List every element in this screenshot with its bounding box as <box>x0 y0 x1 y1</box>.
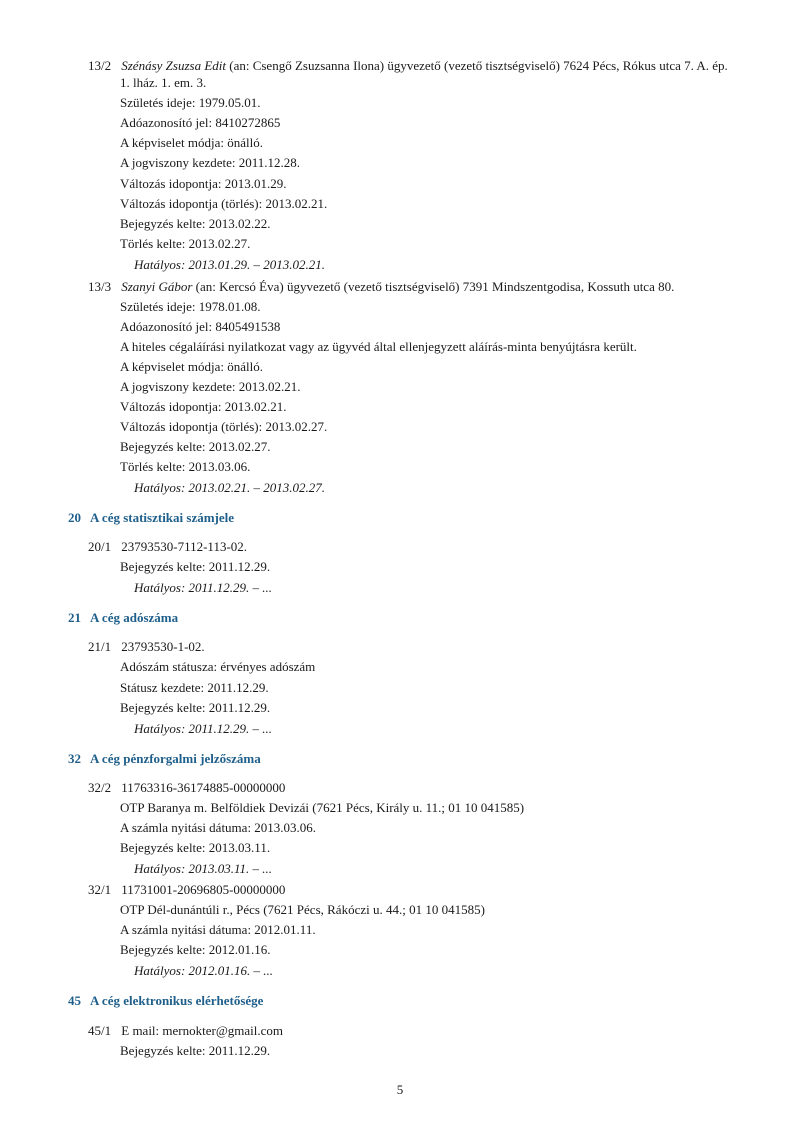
detail-line: Bejegyzés kelte: 2013.02.22. <box>120 216 271 231</box>
detail-line: A képviselet módja: önálló. <box>120 359 263 374</box>
detail-line: Változás idopontja (törlés): 2013.02.27. <box>120 419 328 434</box>
detail-line: Változás idopontja (törlés): 2013.02.21. <box>120 196 328 211</box>
validity-line: Hatályos: 2012.01.16. – ... <box>134 963 274 978</box>
section-title: A cég adószáma <box>90 610 179 625</box>
entry-32-1-header <box>88 881 768 898</box>
page-number: 5 <box>396 1082 404 1097</box>
section-title: A cég elektronikus elérhetősége <box>90 993 264 1008</box>
person-name: Szanyi Gábor <box>121 279 193 294</box>
section-title: A cég statisztikai számjele <box>90 510 235 525</box>
entry-details: 23793530-7112-113-02. <box>121 539 248 554</box>
section-number: 32 <box>68 751 81 766</box>
section-number: 20 <box>68 510 81 525</box>
detail-line: A jogviszony kezdete: 2011.12.28. <box>120 155 301 170</box>
entry-13-3-header <box>88 278 768 295</box>
detail-line: OTP Baranya m. Belföldiek Devizái (7621 Pécs, Király u. 11.; 01 10 041585) <box>120 800 525 815</box>
detail-line: Adóazonosító jel: 8405491538 <box>120 319 281 334</box>
detail-line: Bejegyzés kelte: 2011.12.29. <box>120 1043 271 1058</box>
section-number: 45 <box>68 993 81 1008</box>
detail-line: OTP Dél-dunántúli r., Pécs (7621 Pécs, Rákóczi u. 44.; 01 10 041585) <box>120 902 485 917</box>
detail-line: Adóazonosító jel: 8410272865 <box>120 115 281 130</box>
entry-number: 32/2 <box>88 780 112 795</box>
detail-line: Bejegyzés kelte: 2011.12.29. <box>120 559 271 574</box>
detail-line: Bejegyzés kelte: 2013.03.11. <box>120 840 271 855</box>
entry-number: 13/3 <box>88 279 112 294</box>
entry-number: 45/1 <box>88 1023 112 1038</box>
entry-details: 11763316-36174885-00000000 <box>121 780 286 795</box>
entry-45-1-header <box>88 1022 768 1039</box>
entry-details: 11731001-20696805-00000000 <box>121 882 286 897</box>
section-title: A cég pénzforgalmi jelzőszáma <box>90 751 261 766</box>
validity-line: Hatályos: 2013.03.11. – ... <box>134 861 273 876</box>
entry-details: E mail: mernokter@gmail.com <box>121 1023 284 1038</box>
person-name: Szénásy Zsuzsa Edit <box>121 58 226 73</box>
entry-21-1-header <box>88 638 768 655</box>
entry-number: 21/1 <box>88 639 112 654</box>
detail-line: A számla nyitási dátuma: 2012.01.11. <box>120 922 316 937</box>
section-number: 21 <box>68 610 81 625</box>
detail-line: Törlés kelte: 2013.03.06. <box>120 459 251 474</box>
entry-13-2-header <box>88 57 768 74</box>
entry-details: (an: Csengő Zsuzsanna Ilona) ügyvezető (vezető tisztségviselő) 7624 Pécs, Rókus utca 7. A. ép. <box>229 58 728 73</box>
entry-number: 20/1 <box>88 539 112 554</box>
validity-line: Hatályos: 2013.01.29. – 2013.02.21. <box>134 257 326 272</box>
detail-line: Bejegyzés kelte: 2011.12.29. <box>120 700 271 715</box>
detail-line: A képviselet módja: önálló. <box>120 135 263 150</box>
detail-line: Státusz kezdete: 2011.12.29. <box>120 680 269 695</box>
section-21-heading <box>68 609 178 626</box>
detail-line: A jogviszony kezdete: 2013.02.21. <box>120 379 301 394</box>
entry-number: 13/2 <box>88 58 112 73</box>
detail-line: Bejegyzés kelte: 2013.02.27. <box>120 439 271 454</box>
detail-line: A hiteles cégaláírási nyilatkozat vagy az ügyvéd által ellenjegyzett aláírás-minta benyújtásra került. <box>120 339 637 354</box>
detail-line: Születés ideje: 1978.01.08. <box>120 299 261 314</box>
entry-32-2-header <box>88 779 768 796</box>
section-45-heading <box>68 992 263 1009</box>
validity-line: Hatályos: 2013.02.21. – 2013.02.27. <box>134 480 326 495</box>
section-32-heading <box>68 750 261 767</box>
entry-20-1-header <box>88 538 768 555</box>
detail-line: Születés ideje: 1979.05.01. <box>120 95 261 110</box>
entry-number: 32/1 <box>88 882 112 897</box>
detail-line: Törlés kelte: 2013.02.27. <box>120 236 251 251</box>
entry-details: 23793530-1-02. <box>121 639 205 654</box>
validity-line: Hatályos: 2011.12.29. – ... <box>134 721 273 736</box>
section-20-heading <box>68 509 234 526</box>
detail-line: Változás idopontja: 2013.01.29. <box>120 176 287 191</box>
validity-line: Hatályos: 2011.12.29. – ... <box>134 580 273 595</box>
detail-line: Változás idopontja: 2013.02.21. <box>120 399 287 414</box>
detail-line: Bejegyzés kelte: 2012.01.16. <box>120 942 271 957</box>
detail-line: Adószám státusza: érvényes adószám <box>120 659 316 674</box>
detail-line: A számla nyitási dátuma: 2013.03.06. <box>120 820 317 835</box>
entry-details: (an: Kercsó Éva) ügyvezető (vezető tisztségviselő) 7391 Mindszentgodisa, Kossuth utca 80. <box>195 279 675 294</box>
entry-continuation: 1. lház. 1. em. 3. <box>120 75 207 90</box>
